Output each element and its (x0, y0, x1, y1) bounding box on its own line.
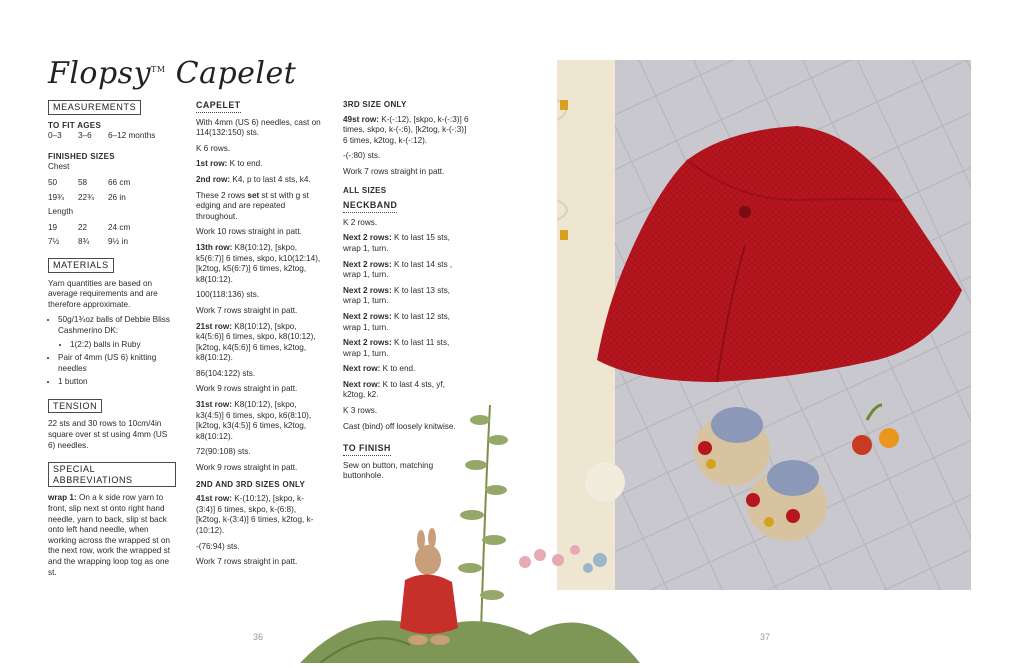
instruction: Next 2 rows: K to last 13 sts, wrap 1, turn. (343, 285, 450, 306)
instruction: 49st row: K-(-:12), [skpo, k-(-:3)] 6 times, skpo, k-(-:6), [k2tog, k-(-:3)] 6 times, k2tog, k-(-:12). (343, 114, 469, 145)
materials-intro: Yarn quantities are based on average requirements and are therefore approximate. (48, 278, 158, 309)
all-sizes-heading: ALL SIZES (343, 185, 387, 195)
instruction: 41st row: K-(10:12), [skpo, k-(3:4)] 6 times, skpo, k-(6:8), [k2tog, k-(3:4)] 6 times, k2tog, k-(10:12). (196, 494, 314, 535)
instruction: K 3 rows. (343, 406, 378, 416)
instruction: Work 10 rows straight in patt. (196, 227, 302, 237)
instruction: Next 2 rows: K to last 11 sts, wrap 1, turn. (343, 338, 450, 358)
tension-heading: TENSION (48, 399, 102, 414)
instruction: Work 7 rows straight in patt. (196, 557, 298, 567)
chest-in-row: 19¾ 22¾ 26 in (48, 192, 126, 202)
fit-ages-heading: TO FIT AGES (48, 120, 102, 130)
instruction: 21st row: K8(10:12), [skpo, k4(5:6)] 6 times, skpo, k8(10:12), [k2tog, k4(5:6)] 6 times, k2tog, k8(10:12). (196, 321, 316, 363)
page-number-left: 36 (253, 632, 264, 642)
list-item: • Pair of 4mm (US 6) knitting needles (58, 353, 176, 374)
chest-cm-row: 50 58 66 cm (48, 177, 131, 187)
materials-heading: MATERIALS (48, 258, 114, 273)
abbreviations-heading: SPECIAL ABBREVIATIONS (48, 462, 176, 487)
instruction: 72(90:108) sts. (196, 447, 251, 457)
rabbit-figure (400, 528, 458, 645)
instruction: Work 9 rows straight in patt. (196, 384, 298, 394)
instruction: 13th row: K8(10:12), [skpo, k5(6:7)] 6 times, skpo, k10(12:14), [k2tog, k5(6:7)] 6 times, k2tog, k8(10:12). (196, 242, 321, 284)
tension-text: 22 sts and 30 rows to 10cm/4in square over st st using 4mm (US 6) needles. (48, 419, 168, 450)
berry (879, 428, 899, 448)
instruction: 1st row: K to end. (196, 159, 263, 169)
capelet-heading: CAPELET (196, 100, 241, 113)
instruction: Work 7 rows straight in patt. (343, 166, 445, 176)
instruction: K 6 rows. (196, 143, 231, 153)
left-column (48, 100, 176, 583)
sizes-2-3-heading: 2ND AND 3RD SIZES ONLY (196, 479, 306, 489)
instruction: Next 2 rows: K to last 15 sts, wrap 1, turn. (343, 233, 450, 253)
botanical-illustration (300, 400, 640, 663)
instruction: These 2 rows set st st with g st edging and are repeated throughout. (196, 190, 309, 221)
instruction: -(76:94) sts. (196, 541, 240, 551)
length-in-row: 7½ 8¾ 9½ in (48, 237, 129, 247)
materials-list (48, 315, 176, 388)
instruction: Work 7 rows straight in patt. (196, 305, 298, 315)
instruction: 100(118:136) sts. (196, 290, 260, 300)
page-title: Flopsy™ Capelet (48, 56, 297, 91)
berry (852, 435, 872, 455)
capelet-button (739, 206, 751, 218)
measurements-heading: MEASUREMENTS (48, 100, 141, 115)
length-cm-row: 19 22 24 cm (48, 222, 131, 232)
page-number-right: 37 (760, 632, 771, 642)
list-item: • 1 button (58, 377, 176, 388)
instruction: Next row: K to end. (343, 364, 416, 374)
size-3-heading: 3RD SIZE ONLY (343, 100, 407, 109)
length-label: Length (48, 207, 74, 217)
instruction: Work 9 rows straight in patt. (196, 463, 298, 473)
instruction: With 4mm (US 6) needles, cast on 114(132:150) sts. (196, 117, 321, 138)
neckband-heading: NECKBAND (343, 200, 397, 213)
instruction: Cast (bind) off loosely knitwise. (343, 421, 456, 431)
instruction: -(-:80) sts. (343, 151, 381, 161)
abbreviation-wrap1: wrap 1: On a k side row yarn to front, slip next st onto right hand needle, yarn to back, slip st back onto left hand needle, when working across the wrapped st on the next row, work the wrapped st and the wrapping loop tog as one st. (48, 493, 170, 577)
instruction: Sew on button, matching buttonhole. (343, 460, 434, 481)
instruction: Next row: K to last 4 sts, yf, k2tog, k2. (343, 379, 445, 400)
finished-sizes-heading: FINISHED SIZES (48, 151, 115, 161)
instruction: 2nd row: K4, p to last 4 sts, k4. (196, 174, 311, 184)
instruction: Next 2 rows: K to last 14 sts , wrap 1, turn. (343, 259, 453, 280)
chest-label: Chest (48, 162, 70, 172)
instruction: 31st row: K8(10:12), [skpo, k3(4:5)] 6 times, skpo, k6(8:10), [k2tog, k3(4:5)] 6 times, k2tog, k8(10:12). (196, 400, 312, 441)
instruction: 86(104:122) sts. (196, 368, 256, 378)
list-item: • 1(2:2) balls in Ruby (70, 340, 176, 351)
ages-row: 0–3 3–6 6–12 months (48, 131, 156, 141)
instruction: Next 2 rows: K to last 12 sts, wrap 1, turn. (343, 311, 450, 332)
instruction: K 2 rows. (343, 217, 378, 227)
list-item: • 50g/1¾oz balls of Debbie Bliss Cashmerino DK: • 1(2:2) balls in Ruby (58, 315, 176, 350)
finish-heading: TO FINISH (343, 443, 391, 456)
